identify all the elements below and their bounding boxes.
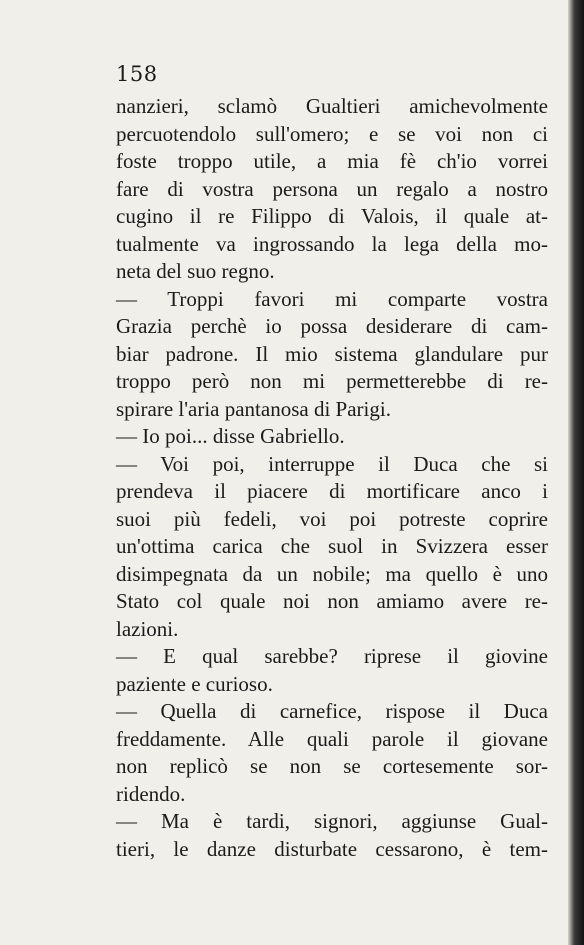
text-line: biar padrone. Il mio sistema glandulare pur (116, 341, 548, 366)
text-line: — Quella di carnefice, rispose il Duca (116, 699, 548, 723)
page-edge-shadow (568, 0, 584, 945)
text-line: cugino il re Filippo di Valois, il quale at- (116, 204, 548, 228)
text-line: tualmente va ingrossando la lega della mo- (116, 231, 548, 256)
text-line: suoi più fedeli, voi poi potreste coprire (116, 506, 548, 531)
body-text (116, 93, 548, 863)
text-line: un'ottima carica che suol in Svizzera esser (116, 534, 548, 558)
text-line: foste troppo utile, a mia fè ch'io vorrei (116, 149, 548, 173)
text-line: non replicò se non se cortesemente sor- (116, 754, 548, 778)
text-line: disimpegnata da un nobile; ma quello è uno (116, 561, 548, 586)
text-line: paziente e curioso. (116, 671, 273, 696)
text-line: nanzieri, sclamò Gualtieri amichevolmente (116, 94, 548, 118)
text-line: — Voi poi, interruppe il Duca che si (116, 451, 548, 476)
text-line: fare di vostra persona un regalo a nostro (116, 176, 548, 201)
text-line: troppo però non mi permetterebbe di re- (116, 369, 548, 393)
text-line: ridendo. (116, 781, 186, 806)
text-line: — Troppi favori mi comparte vostra (116, 286, 548, 311)
text-line: percuotendolo sull'omero; e se voi non ci (116, 121, 548, 146)
text-line: neta del suo regno. (116, 259, 275, 283)
text-line: spirare l'aria pantanosa di Parigi. (116, 396, 391, 421)
text-line: freddamente. Alle quali parole il giovane (116, 726, 548, 751)
page-number: 158 (116, 62, 158, 86)
text-line: — Io poi... disse Gabriello. (116, 424, 345, 448)
text-line: — E qual sarebbe? riprese il giovine (116, 644, 548, 668)
text-line: — Ma è tardi, signori, aggiunse Gual- (116, 809, 548, 833)
text-line: prendeva il piacere di mortificare anco i (116, 479, 548, 503)
text-line: Grazia perchè io possa desiderare di cam- (116, 314, 548, 338)
text-line: lazioni. (116, 616, 179, 641)
text-line: Stato col quale noi non amiamo avere re- (116, 589, 548, 613)
text-line: tieri, le danze disturbate cessarono, è tem- (116, 836, 548, 861)
